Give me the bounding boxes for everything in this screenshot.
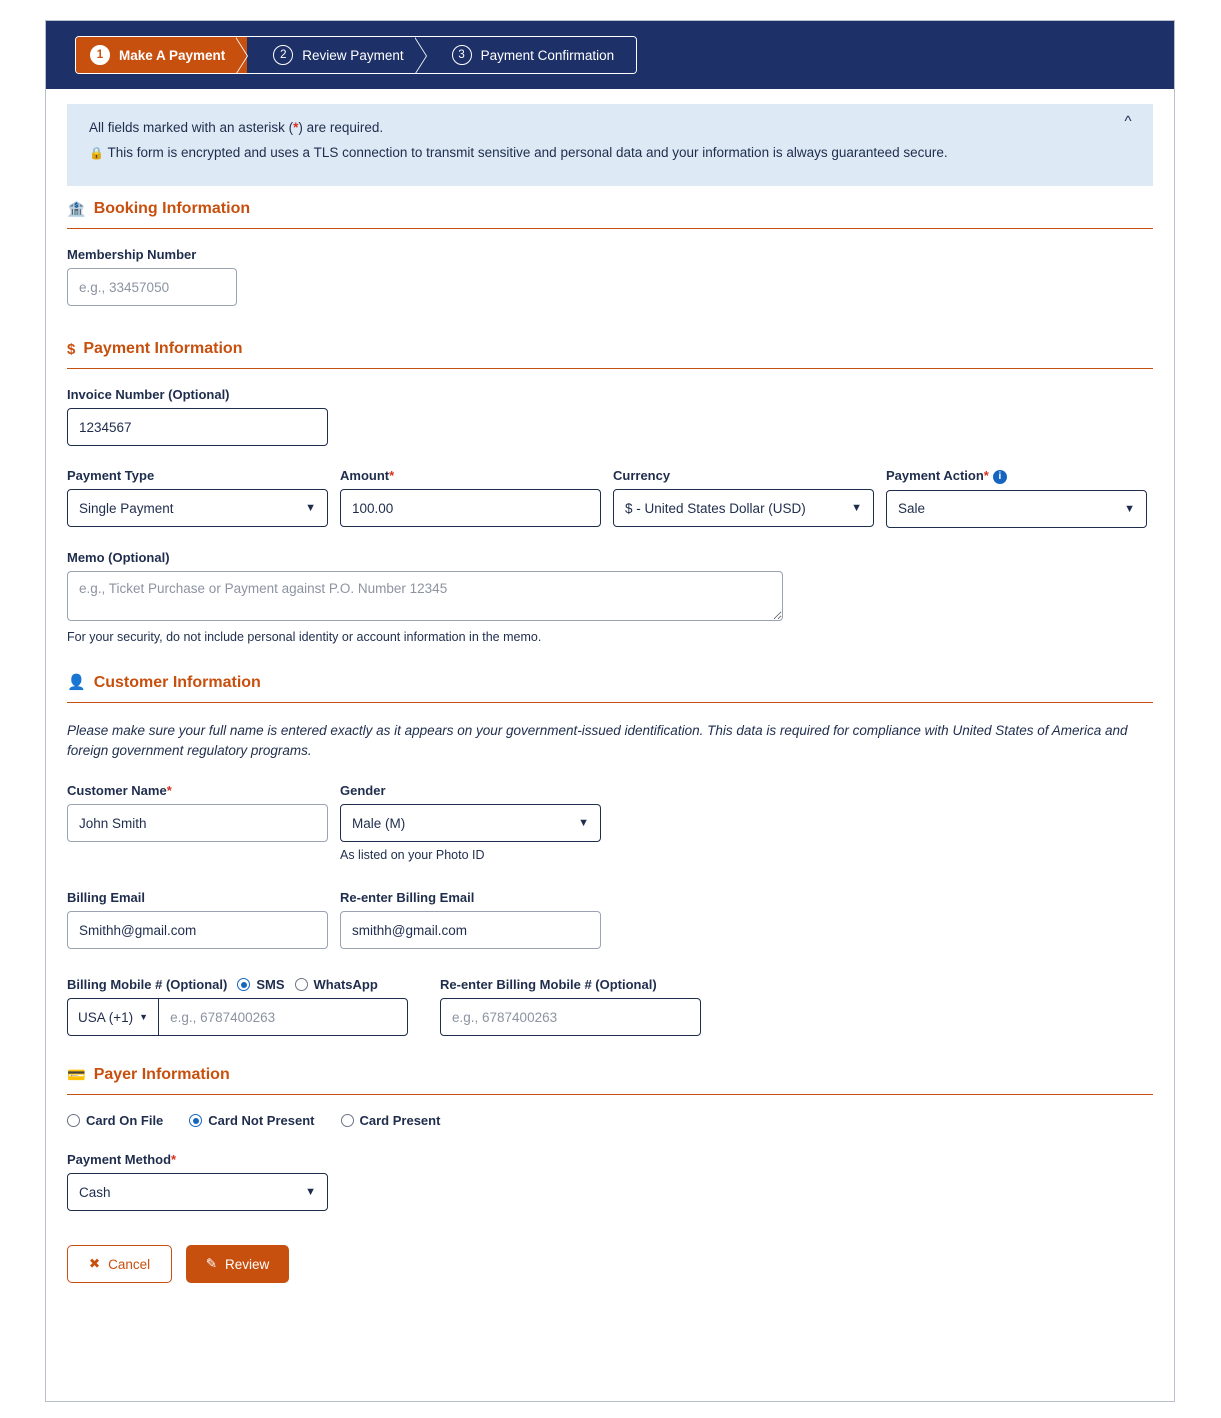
security-text-row [89, 145, 1133, 160]
required-text-before: All fields marked with an asterisk ( [89, 120, 294, 135]
spacer [67, 644, 1153, 674]
billing-mobile-row [67, 977, 1153, 1036]
reenter-billing-email-input[interactable] [340, 911, 601, 949]
section-title: Payer Information [93, 1066, 230, 1084]
invoice-number-input[interactable] [67, 408, 328, 446]
card-not-present-option[interactable] [189, 1113, 314, 1128]
payment-information-heading [67, 340, 1153, 369]
country-code-value: USA (+1) [78, 1009, 134, 1025]
payment-type-select-wrap [67, 489, 328, 527]
amount-label-text: Amount [340, 468, 390, 483]
phone-input-group [67, 998, 428, 1036]
card-on-file-option[interactable] [67, 1113, 163, 1128]
chevron-down-icon: ▼ [139, 1012, 149, 1023]
memo-field-group [67, 550, 1153, 644]
reenter-billing-mobile-input[interactable] [440, 998, 701, 1036]
card-present-radio[interactable] [341, 1114, 354, 1127]
sms-label: SMS [256, 977, 285, 993]
required-fields-text [89, 120, 1133, 135]
pencil-icon: ✎ [205, 1256, 218, 1272]
payment-details-row [67, 468, 1153, 528]
required-text-after: ) are required. [298, 120, 384, 135]
chevron-down-icon: ▼ [305, 1186, 316, 1199]
stepper [75, 36, 637, 74]
chevron-down-icon: ▼ [305, 502, 316, 514]
memo-textarea[interactable] [67, 571, 783, 621]
spacer [67, 310, 1153, 340]
step-label: Payment Confirmation [480, 47, 615, 63]
booking-information-heading [67, 200, 1153, 229]
credit-card-icon: 💳 [67, 1066, 86, 1084]
step-number: 1 [90, 45, 110, 65]
whatsapp-radio[interactable] [295, 978, 308, 991]
card-on-file-radio[interactable] [67, 1114, 80, 1127]
info-icon[interactable]: i [993, 470, 1007, 484]
customer-name-label [67, 783, 328, 798]
step-review-payment[interactable] [247, 37, 425, 73]
section-title: Payment Information [83, 340, 243, 357]
payer-type-radio-group [67, 1113, 1153, 1128]
reenter-billing-email-label: Re-enter Billing Email [340, 890, 475, 906]
step-number: 3 [452, 45, 472, 65]
required-asterisk: * [983, 468, 989, 483]
x-icon: ✖ [88, 1256, 101, 1272]
cancel-button[interactable] [67, 1245, 172, 1283]
chevron-down-icon: ▼ [578, 817, 589, 830]
section-title: Booking Information [93, 200, 251, 217]
country-code-select[interactable] [67, 998, 158, 1036]
card-present-option[interactable] [341, 1113, 441, 1128]
lock-icon: 🔒 [89, 146, 104, 160]
required-asterisk: * [389, 468, 395, 483]
gender-field-group [340, 783, 601, 862]
customer-name-label-text: Customer Name [67, 783, 167, 799]
billing-email-input[interactable] [67, 911, 328, 949]
payment-type-field-group [67, 468, 328, 528]
currency-select-wrap [613, 489, 874, 527]
security-text: This form is encrypted and uses a TLS connection to transmit sensitive and personal data and your information is always guaranteed secure. [107, 145, 948, 160]
gender-select[interactable] [340, 804, 601, 842]
payment-method-select[interactable] [67, 1173, 328, 1211]
payment-method-label [67, 1152, 328, 1167]
step-label: Review Payment [302, 47, 404, 63]
spacer [67, 1036, 1153, 1066]
reenter-billing-mobile-field-group [440, 977, 701, 1036]
chevron-down-icon: ▼ [851, 502, 862, 514]
review-button[interactable] [186, 1245, 289, 1283]
currency-label: Currency [613, 468, 671, 483]
reenter-billing-mobile-label: Re-enter Billing Mobile # (Optional) [440, 977, 657, 993]
memo-hint: For your security, do not include personal identity or account information in the memo. [67, 629, 542, 644]
required-asterisk: * [166, 783, 172, 799]
amount-input[interactable] [340, 489, 601, 527]
sms-radio-option[interactable] [237, 977, 284, 992]
chevron-down-icon: ▼ [1124, 502, 1135, 515]
card-on-file-label: Card On File [86, 1113, 164, 1129]
amount-field-group [340, 468, 601, 528]
step-label: Make A Payment [119, 47, 226, 63]
review-label: Review [225, 1256, 270, 1272]
currency-select[interactable] [613, 489, 874, 527]
required-asterisk: * [171, 1152, 177, 1168]
chevron-up-icon[interactable]: ^ [1124, 112, 1132, 130]
person-icon: 👤 [67, 674, 86, 692]
gender-label: Gender [340, 783, 386, 799]
customer-name-field-group [67, 783, 328, 862]
form-actions [67, 1245, 1153, 1283]
payment-action-select[interactable] [886, 490, 1147, 528]
form-content [67, 200, 1153, 1283]
step-chevron-fill-icon [235, 37, 247, 74]
gender-hint: As listed on your Photo ID [340, 848, 485, 863]
invoice-number-label: Invoice Number (Optional) [67, 387, 230, 402]
sms-radio[interactable] [237, 978, 250, 991]
payment-method-field-group [67, 1152, 328, 1211]
billing-mobile-label-row [67, 977, 428, 992]
membership-number-input[interactable] [67, 268, 237, 306]
customer-name-row [67, 783, 1153, 862]
whatsapp-label: WhatsApp [313, 977, 378, 993]
step-payment-confirmation[interactable] [426, 37, 637, 73]
billing-mobile-input[interactable] [158, 998, 408, 1036]
payment-method-label-text: Payment Method [67, 1152, 172, 1168]
stepper-bar [46, 21, 1174, 89]
memo-label: Memo (Optional) [67, 549, 170, 565]
step-chevron-fill-icon [414, 37, 426, 74]
section-title: Customer Information [93, 673, 261, 691]
whatsapp-radio-option[interactable] [295, 977, 378, 992]
payer-information-heading [67, 1066, 1153, 1095]
currency-field-group [613, 468, 874, 528]
billing-mobile-label: Billing Mobile # (Optional) [67, 977, 228, 993]
payment-action-label [886, 468, 1147, 484]
step-make-a-payment[interactable] [76, 37, 247, 73]
booking-icon: 🏦 [67, 200, 86, 218]
amount-label [340, 468, 601, 483]
billing-email-field-group [67, 890, 328, 949]
required-asterisk: * [293, 120, 299, 135]
customer-information-heading [67, 674, 1153, 703]
card-not-present-radio[interactable] [189, 1114, 202, 1127]
billing-mobile-field-group [67, 977, 428, 1036]
payment-action-field-group [886, 468, 1147, 528]
customer-compliance-note: Please make sure your full name is entered exactly as it appears on your government-issued identification. This data is required for compliance with United States of America and foreign government regulatory programs. [67, 722, 1128, 758]
dollar-icon: $ [67, 340, 76, 358]
card-not-present-label: Card Not Present [208, 1113, 315, 1129]
membership-number-field-group [67, 247, 1153, 306]
payment-type-label: Payment Type [67, 468, 155, 483]
payment-method-select-wrap [67, 1173, 328, 1211]
step-number: 2 [273, 45, 293, 65]
payment-action-label-text: Payment Action [886, 468, 984, 483]
gender-select-wrap [340, 804, 601, 842]
billing-email-label: Billing Email [67, 890, 146, 906]
reenter-billing-email-field-group [340, 890, 601, 949]
payment-action-select-wrap [886, 490, 1147, 528]
billing-email-row [67, 890, 1153, 949]
membership-number-label: Membership Number [67, 247, 197, 262]
card-present-label: Card Present [359, 1113, 441, 1129]
payment-type-select[interactable] [67, 489, 328, 527]
cancel-label: Cancel [108, 1256, 151, 1272]
invoice-number-field-group [67, 387, 1153, 446]
customer-name-input[interactable] [67, 804, 328, 842]
notice-panel [67, 104, 1153, 186]
